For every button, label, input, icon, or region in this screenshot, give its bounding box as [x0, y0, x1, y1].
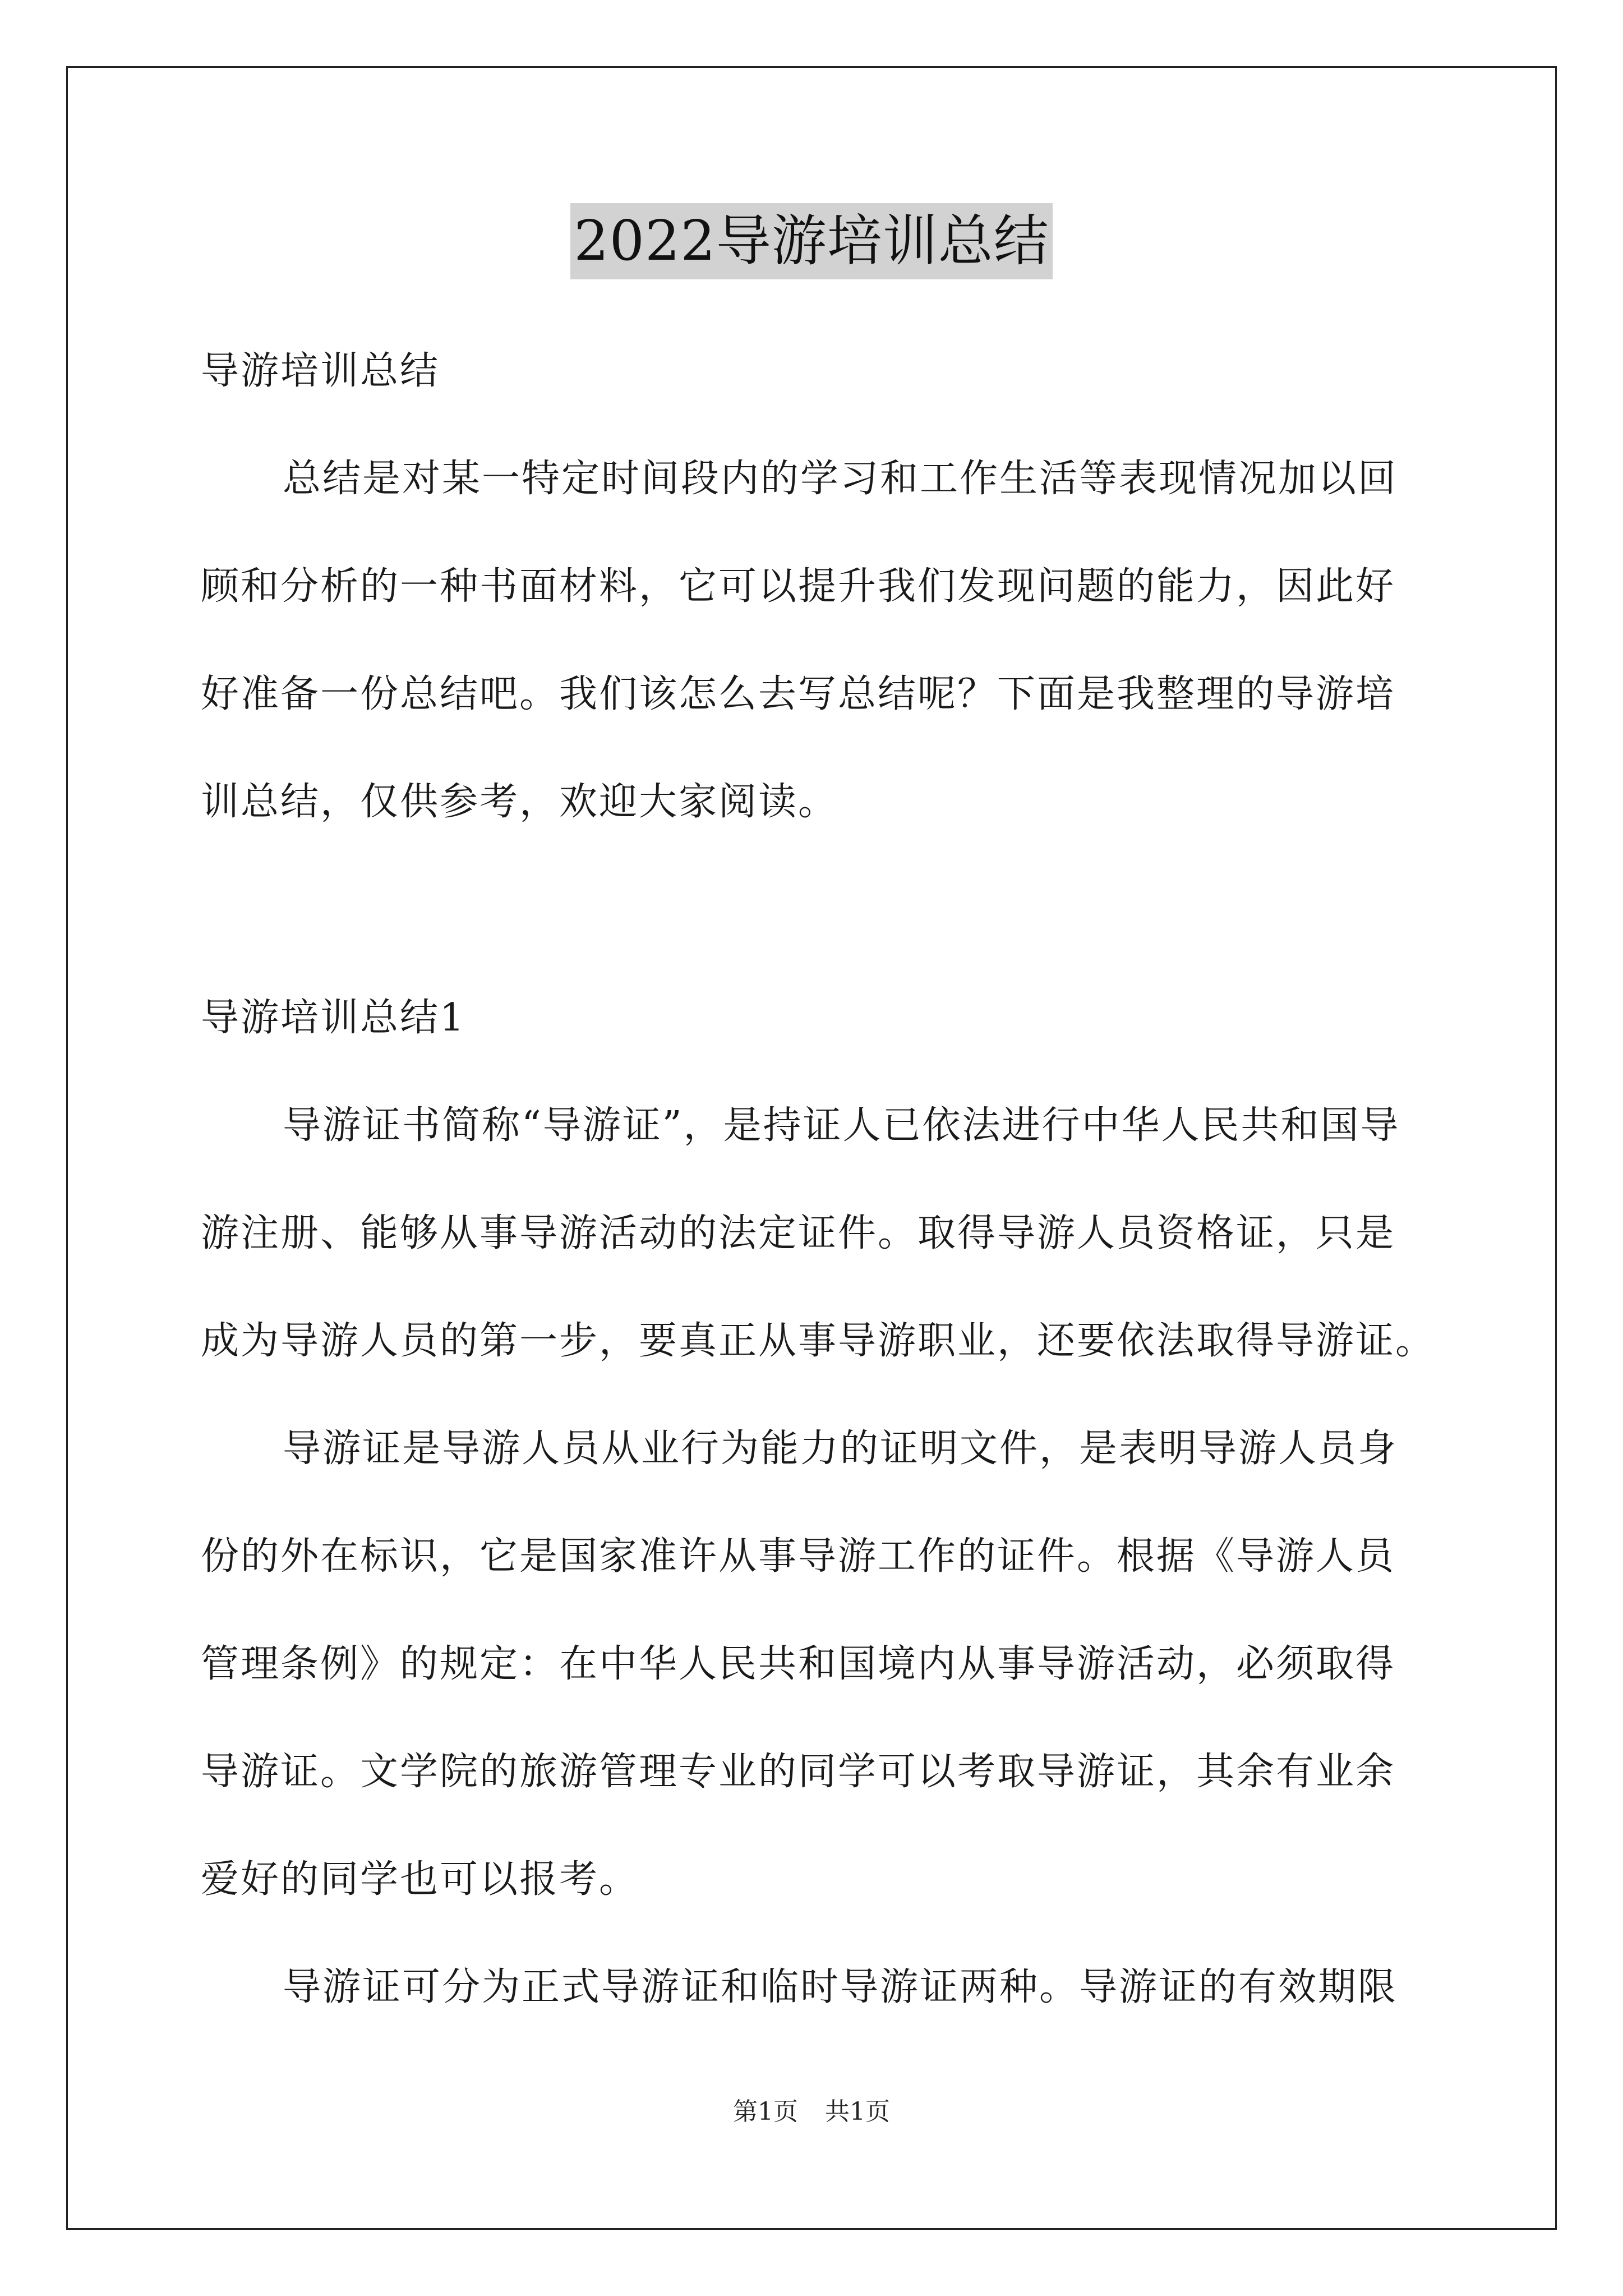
- paragraph-line: 游注册、能够从事导游活动的法定证件。取得导游人员资格证，只是: [201, 1211, 1396, 1255]
- page-footer: [0, 2095, 1623, 2129]
- paragraph-line: 管理条例》的规定：在中华人民共和国境内从事导游活动，必须取得: [201, 1642, 1396, 1686]
- page-number-current: 第1页: [733, 2097, 798, 2126]
- paragraph-line: 导游证是导游人员从业行为能力的证明文件，是表明导游人员身: [283, 1427, 1398, 1471]
- document-subtitle: 导游培训总结: [201, 349, 440, 393]
- paragraph-line: 顾和分析的一种书面材料，它可以提升我们发现问题的能力，因此好: [201, 564, 1396, 609]
- page-number-total: 共1页: [825, 2097, 890, 2126]
- intro-paragraph: [201, 425, 1435, 856]
- paragraph-1: [201, 1072, 1435, 1395]
- paragraph-line: 份的外在标识，它是国家准许从事导游工作的证件。根据《导游人员: [201, 1534, 1396, 1579]
- paragraph-line: 爱好的同学也可以报考。: [201, 1857, 639, 1902]
- paragraph-line: 导游证书简称“导游证”，是持证人已依法进行中华人民共和国导: [283, 1103, 1400, 1148]
- paragraph-line: 成为导游人员的第一步，要真正从事导游职业，还要依法取得导游证。: [201, 1319, 1436, 1363]
- section-heading: 导游培训总结1: [201, 996, 466, 1040]
- paragraph-line: 总结是对某一特定时间段内的学习和工作生活等表现情况加以回: [283, 457, 1398, 501]
- paragraph-line: 导游证可分为正式导游证和临时导游证两种。导游证的有效期限: [283, 1965, 1398, 2009]
- section-spacer: [201, 856, 1435, 964]
- paragraph-2: [201, 1395, 1435, 1934]
- title-container: [0, 203, 1623, 279]
- paragraph-line: 导游证。文学院的旅游管理专业的同学可以考取导游证，其余有业余: [201, 1750, 1396, 1794]
- document-title: 2022导游培训总结: [570, 203, 1052, 279]
- document-body: [201, 318, 1435, 2041]
- paragraph-line: 训总结，仅供参考，欢迎大家阅读。: [201, 780, 838, 824]
- paragraph-3: [201, 1934, 1435, 2041]
- paragraph-line: 好准备一份总结吧。我们该怎么去写总结呢？下面是我整理的导游培: [201, 672, 1396, 716]
